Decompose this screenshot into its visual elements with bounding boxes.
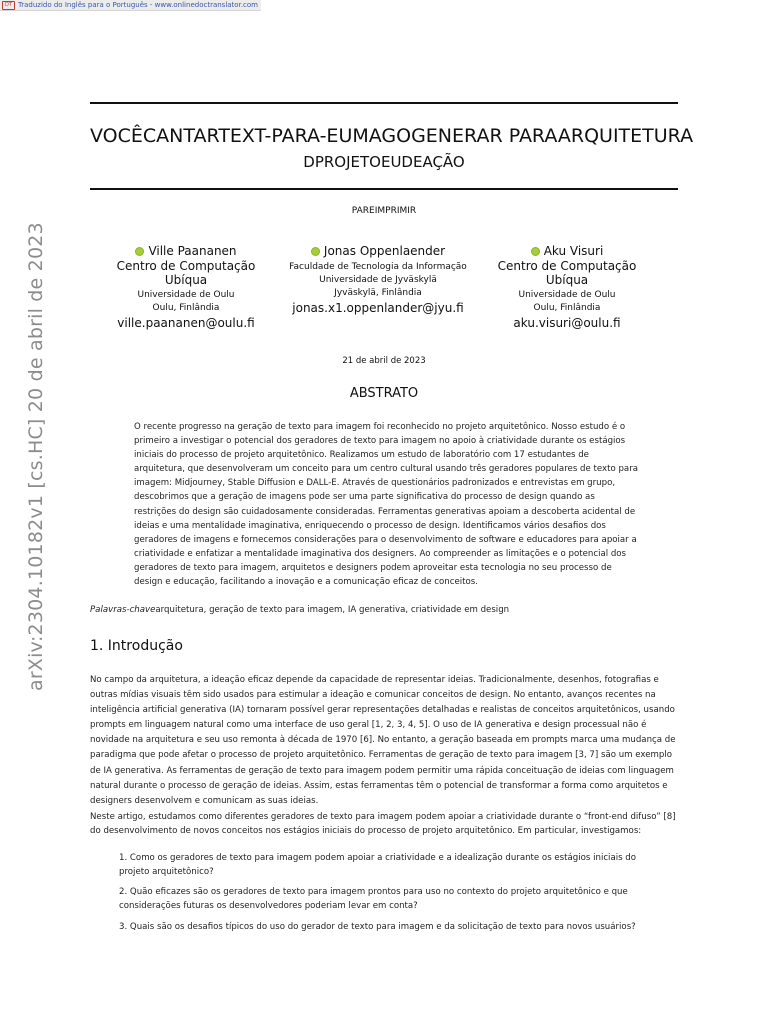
translator-logo-icon: DT [2, 1, 15, 10]
preprint-label: PAREIMPRIMIR [351, 206, 417, 216]
arxiv-identifier: arXiv:2304.10182v1 [cs.HC] 20 de abril de 2023 [25, 222, 47, 691]
keywords [90, 605, 678, 615]
author-name [96, 244, 276, 258]
orcid-icon[interactable] [135, 247, 144, 256]
author-block [96, 244, 276, 330]
orcid-icon[interactable] [531, 247, 540, 256]
title-bottom-rule [90, 188, 678, 190]
author-city: Jyväskylä, Finlândia [334, 288, 422, 298]
author-name-text: Ville Paananen [148, 244, 237, 258]
translator-banner-text[interactable]: Traduzido do Inglês para o Português - www.onlinedoctranslator.com [18, 1, 258, 9]
research-question: 1. Como os geradores de texto para imagem podem apoiar a criatividade e a idealização durante os estágios iniciais do projeto arquitetônico? [119, 853, 637, 878]
abstract-heading: ABSTRATO [349, 386, 419, 401]
research-question: 2. Quão eficazes são os geradores de texto para imagem prontos para uso no contexto do projeto arquitetônico e que considerações futuras os desenvolvedores poderiam levar em conta? [119, 887, 628, 912]
author-name [482, 244, 652, 258]
author-email[interactable]: aku.visuri@oulu.fi [513, 316, 621, 330]
author-name [283, 244, 473, 258]
intro-paragraph-1: No campo da arquitetura, a ideação eficaz depende da capacidade de representar ideias. Tradicionalmente, desenhos, fotografias e outras mídias visuais têm sido usados para estimular a ideação e comunicar conceitos de design. No entanto, avanços recentes na inteligência artificial generativa (IA) tornaram possível gerar representações detalhadas e realistas de conceitos arquitetônicos, usando prompts em linguagem natural como uma interface de uso geral [1, 2, 3, 4, 5]. O uso de IA generativa e design processual não é novidade na arquitetura e seu uso remonta à década de 1970 [6]. No entanto, a geração baseada em prompts marca uma mudança de paradigma que pode afetar o processo de projeto arquitetônico. Ferramentas de geração de texto para imagem [3, 7] são um exemplo de IA generativa. As ferramentas de geração de texto para imagem podem permitir uma rápida conceituação de ideias com linguagem natural durante o processo de geração de ideias. Assim, estas ferramentas têm o potencial de transformar a forma como arquitetos e designers desenvolvem e comunicam as suas ideias. [90, 675, 676, 806]
section-heading: 1. Introdução [90, 638, 183, 654]
author-email[interactable]: jonas.x1.oppenlander@jyu.fi [292, 301, 464, 315]
intro-paragraph-2: Neste artigo, estudamos como diferentes geradores de texto para imagem podem apoiar a criatividade durante o “front-end difuso” [8] do desenvolvimento de novos conceitos nos estágios iniciais do processo de projeto arquitetônico. Em particular, investigamos: [90, 812, 676, 836]
author-name-text: Jonas Oppenlaender [323, 244, 446, 258]
author-university: Universidade de Jyväskylä [319, 275, 437, 285]
author-city: Oulu, Finlândia [152, 303, 220, 313]
keywords-text: arquitetura, geração de texto para imagem, IA generativa, criatividade em design [155, 605, 510, 615]
author-name-text: Aku Visuri [543, 244, 604, 258]
author-department: Faculdade de Tecnologia da Informação [289, 262, 467, 272]
translator-banner[interactable] [0, 0, 261, 11]
author-block [482, 244, 652, 330]
paper-date: 21 de abril de 2023 [342, 356, 426, 366]
research-question: 3. Quais são os desafios típicos do uso do gerador de texto para imagem e da solicitação de texto para novos usuários? [119, 922, 636, 932]
abstract-text: O recente progresso na geração de texto para imagem foi reconhecido no projeto arquitetônico. Nosso estudo é o primeiro a investigar o potencial dos geradores de texto para imagem no apoio à criatividade durante os estágios iniciais do processo de projeto arquitetônico. Realizamos um estudo de laboratório com 17 estudantes de arquitetura, que desenvolveram um conceito para um centro cultural usando três geradores populares de texto para imagem: Midjourney, Stable Diffusion e DALL-E. Através de questionários padronizados e entrevistas em grupo, descobrimos que a geração de imagens pode ser uma parte significativa do processo de design quando as restrições do design são cuidadosamente consideradas. Ferramentas generativas apoiam a descoberta acidental de ideias e uma mentalidade imaginativa, enriquecendo o processo de design. Identificamos vários desafios dos geradores de imagens e fornecemos considerações para o desenvolvimento de software e educadores para apoiar a criatividade e enfatizar a mentalidade imaginativa dos designers. Ao compreender as limitações e o potencial dos geradores de texto para imagem, arquitetos e designers podem aproveitar esta tecnologia no seu processo de design e educação, facilitando a inovação e a comunicação eficaz de conceitos. [134, 422, 638, 588]
arxiv-sidebar [16, 222, 56, 700]
author-department: Centro de Computação Ubíqua [116, 259, 256, 287]
author-city: Oulu, Finlândia [533, 303, 601, 313]
paper-title-line2: DPROJETOEUDEAÇÃO [303, 153, 465, 171]
author-department: Centro de Computação Ubíqua [497, 259, 637, 287]
author-email[interactable]: ville.paananen@oulu.fi [117, 316, 255, 330]
title-top-rule [90, 102, 678, 104]
author-university: Universidade de Oulu [137, 290, 235, 300]
orcid-icon[interactable] [311, 247, 320, 256]
author-block [283, 244, 473, 315]
keywords-label: Palavras-chave [90, 605, 156, 615]
author-university: Universidade de Oulu [518, 290, 616, 300]
paper-title-line1: VOCÊCANTARTEXT-PARA-EUMAGOGENERAR PARAARQUITETURA [90, 125, 694, 147]
